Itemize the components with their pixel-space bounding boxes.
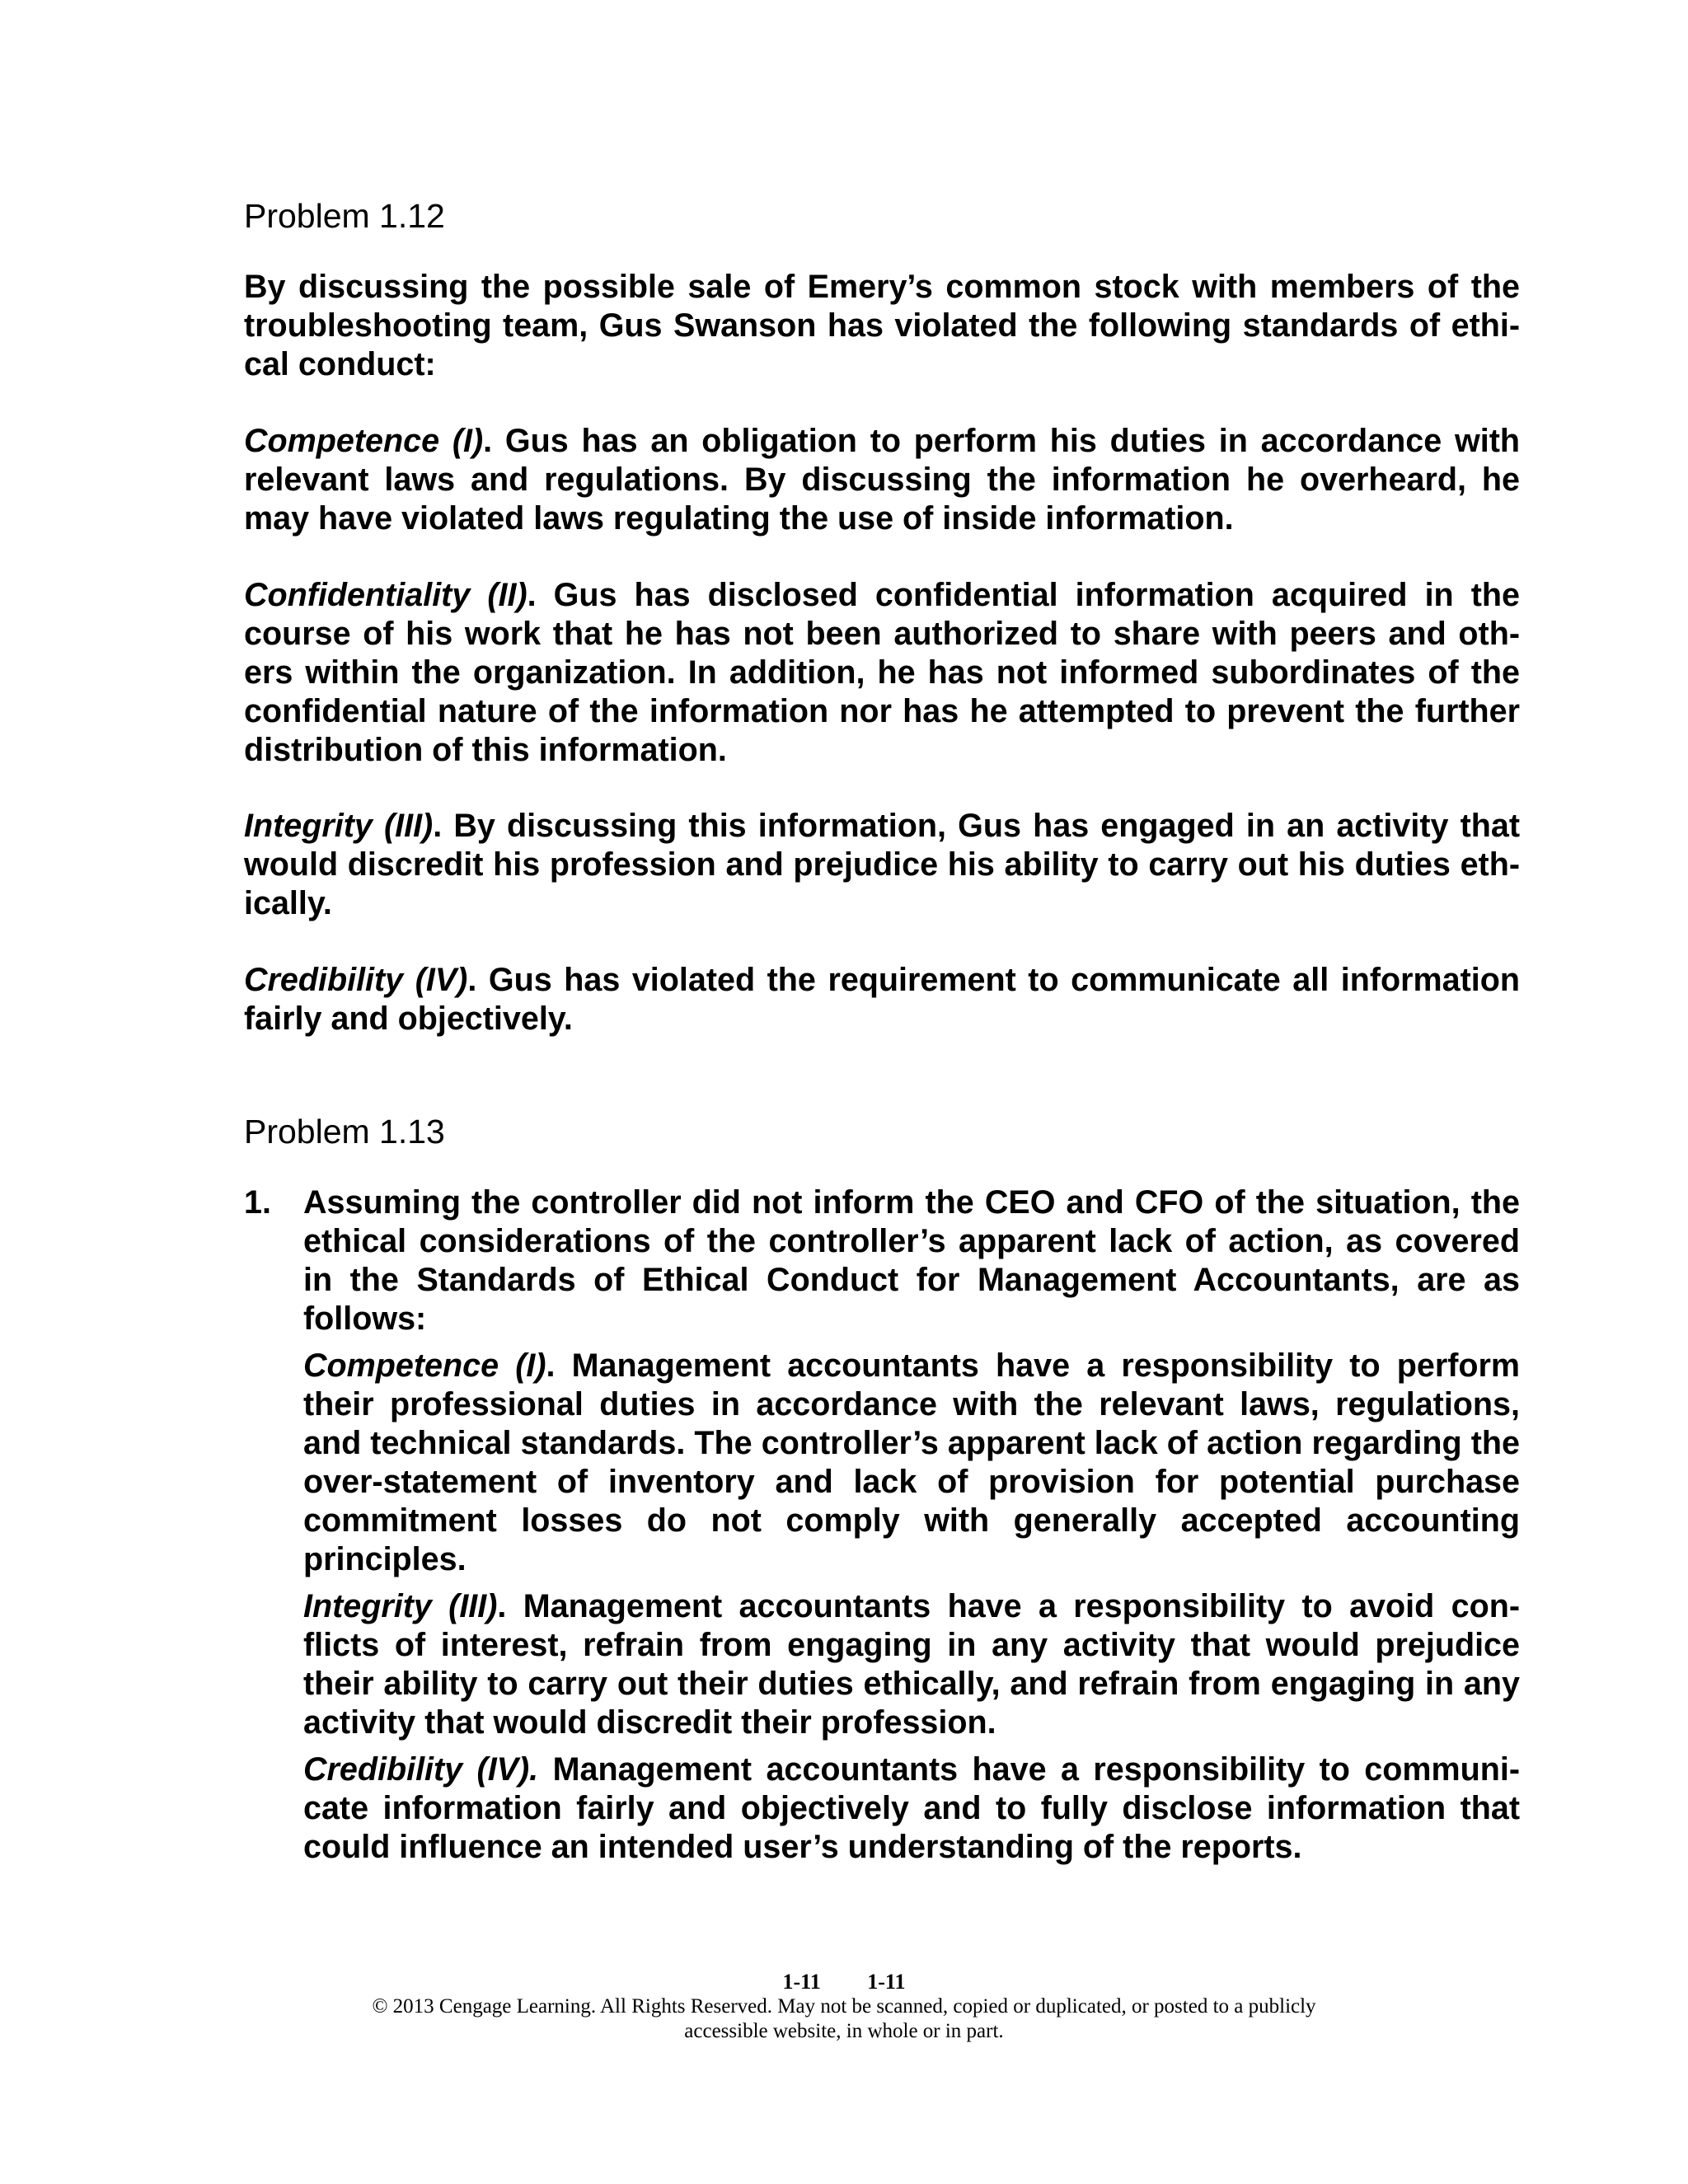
problem-1-12-intro <box>244 268 1520 384</box>
page-number: 1-11 1-11 <box>782 1970 906 1994</box>
standard-text: . Gus has violated the requirement to communicate all information fairly and objectively. <box>244 962 1520 1037</box>
standard-confidentiality-paragraph <box>244 576 1520 770</box>
standard-term: Credibility (IV). <box>303 1751 539 1788</box>
page-footer <box>0 1970 1688 2044</box>
standard-text: Management accountants have a responsibility to communi- cate information fairly and objectively and to fully disclose information that could influence an intended user’s understanding of the reports. <box>303 1751 1521 1865</box>
problem-1-12-heading: Problem 1.12 <box>244 197 445 235</box>
subitem-credibility-paragraph <box>303 1750 1520 1867</box>
list-item-number: 1. <box>244 1184 271 1221</box>
list-item-paragraph: Assuming the controller did not inform the CEO and CFO of the situation, the ethical considerations of the controller’s apparent lack of action, as covered in the Standards of Ethical Conduct for Management Accountants, are as follows: <box>303 1184 1520 1337</box>
standard-credibility-paragraph <box>244 961 1520 1038</box>
standard-term: Competence (I) <box>303 1347 546 1384</box>
standard-term: Competence (I) <box>244 423 484 459</box>
copyright-line: © 2013 Cengage Learning. All Rights Reserved. May not be scanned, copied or duplicated, or posted to a publicly <box>372 1995 1316 2018</box>
standard-text: . By discussing this information, Gus has engaged in an activity that would discredit his profession and prejudice his ability to carry out his duties eth- ically. <box>244 808 1521 921</box>
standard-term: Integrity (III) <box>244 808 434 844</box>
subitem-competence-paragraph <box>303 1347 1520 1579</box>
list-item-text <box>303 1183 1520 1338</box>
copyright-line: accessible website, in whole or in part. <box>684 2020 1004 2042</box>
standard-term: Credibility (IV) <box>244 962 468 998</box>
intro-paragraph: By discussing the possible sale of Emery’s common stock with members of the troubleshooting team, Gus Swanson has violated the following standards of ethi- cal conduct: <box>244 269 1520 382</box>
problem-1-13-heading: Problem 1.13 <box>244 1113 445 1151</box>
standard-text: . Gus has disclosed confidential information acquired in the course of his work that he has not been authorized to share with peers and oth- ers within the organization. In addition, he has not informed subordinates of the confidential nature of the information nor has he attempted to prevent the further distribution of this information. <box>244 577 1520 768</box>
standard-text: . Management accountants have a responsibility to perform their professional duties in accordance with the relevant laws, regulations, and technical standards. The controller’s apparent lack of action regarding the over-statement of inventory and lack of provision for potential purchase commitment losses do not comply with generally accepted accounting principles. <box>303 1347 1520 1577</box>
standard-text: . Management accountants have a responsibility to avoid con- flicts of interest, refrain from engaging in any activity that would prejudice their ability to carry out their duties ethically, and refrain from engaging in any activity that would discredit their profession. <box>303 1588 1520 1741</box>
subitem-integrity-paragraph <box>303 1587 1520 1742</box>
standard-text: . Gus has an obligation to perform his duties in accordance with relevant laws and regulations. By discussing the information he overheard, he may have violated laws regulating the use of inside information. <box>244 423 1520 537</box>
standard-term: Confidentiality (II) <box>244 577 528 613</box>
standard-term: Integrity (III) <box>303 1588 498 1624</box>
standard-integrity-paragraph <box>244 807 1520 923</box>
standard-competence-paragraph <box>244 422 1520 538</box>
